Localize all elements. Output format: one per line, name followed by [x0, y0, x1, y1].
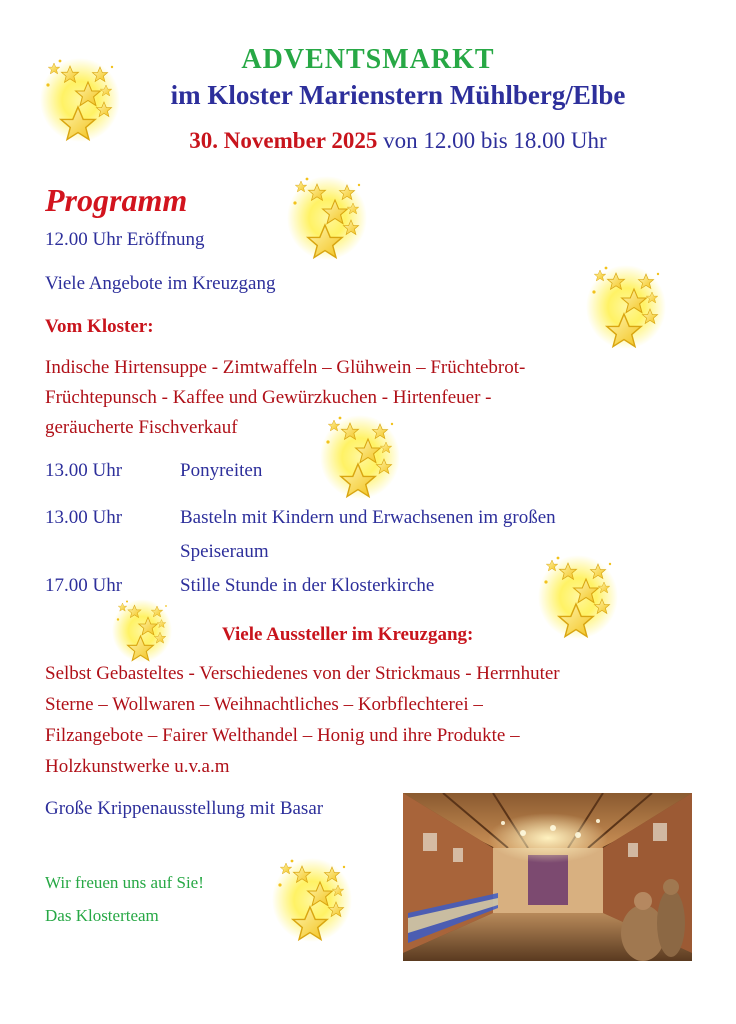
offers-line: Viele Angebote im Kreuzgang	[45, 273, 276, 294]
star-cluster-icon	[538, 552, 623, 647]
schedule-text: Basteln mit Kindern und Erwachsenen im großen	[180, 507, 556, 528]
exhibitors-heading: Viele Aussteller im Kreuzgang:	[222, 624, 474, 645]
star-cluster-icon	[272, 855, 357, 950]
event-date: 30. November 2025	[189, 128, 378, 153]
closing-greeting: Wir freuen uns auf Sie!	[45, 873, 204, 892]
exhibitor-line: Sterne – Wollwaren – Weihnachtliches – Korbflechterei –	[45, 694, 483, 715]
kloster-line: geräucherte Fischverkauf	[45, 417, 238, 438]
schedule-time: 17.00 Uhr	[45, 575, 123, 596]
star-cluster-icon	[287, 173, 372, 268]
page-title: ADVENTSMARKT	[241, 44, 495, 75]
schedule-text: Stille Stunde in der Klosterkirche	[180, 575, 435, 596]
date-line	[60, 128, 736, 154]
schedule-time: 13.00 Uhr	[45, 507, 123, 528]
opening-line: 12.00 Uhr Eröffnung	[45, 229, 205, 250]
event-time: von 12.00 bis 18.00 Uhr	[383, 128, 607, 153]
exhibitor-line: Selbst Gebasteltes - Verschiedenes von der Strickmaus - Herrnhuter	[45, 663, 560, 684]
schedule-text-cont: Speiseraum	[180, 541, 269, 562]
page-subtitle: im Kloster Marienstern Mühlberg/Elbe	[170, 80, 626, 110]
kloster-line: Früchtepunsch - Kaffee und Gewürzkuchen - Hirtenfeuer -	[45, 387, 492, 408]
schedule-text: Ponyreiten	[180, 460, 263, 481]
program-heading: Programm	[45, 182, 188, 218]
closing-signature: Das Klosterteam	[45, 906, 159, 925]
star-cluster-icon	[112, 597, 176, 668]
kloster-heading: Vom Kloster:	[45, 316, 154, 337]
crib-exhibition: Große Krippenausstellung mit Basar	[45, 798, 324, 819]
schedule-time: 13.00 Uhr	[45, 460, 123, 481]
exhibitor-line: Holzkunstwerke u.v.a.m	[45, 756, 230, 777]
star-cluster-icon	[586, 262, 671, 357]
cloister-photo	[403, 793, 692, 961]
exhibitor-line: Filzangebote – Fairer Welthandel – Honig und ihre Produkte –	[45, 725, 520, 746]
star-cluster-icon	[320, 412, 405, 507]
kloster-line: Indische Hirtensuppe - Zimtwaffeln – Glühwein – Früchtebrot-	[45, 357, 526, 378]
